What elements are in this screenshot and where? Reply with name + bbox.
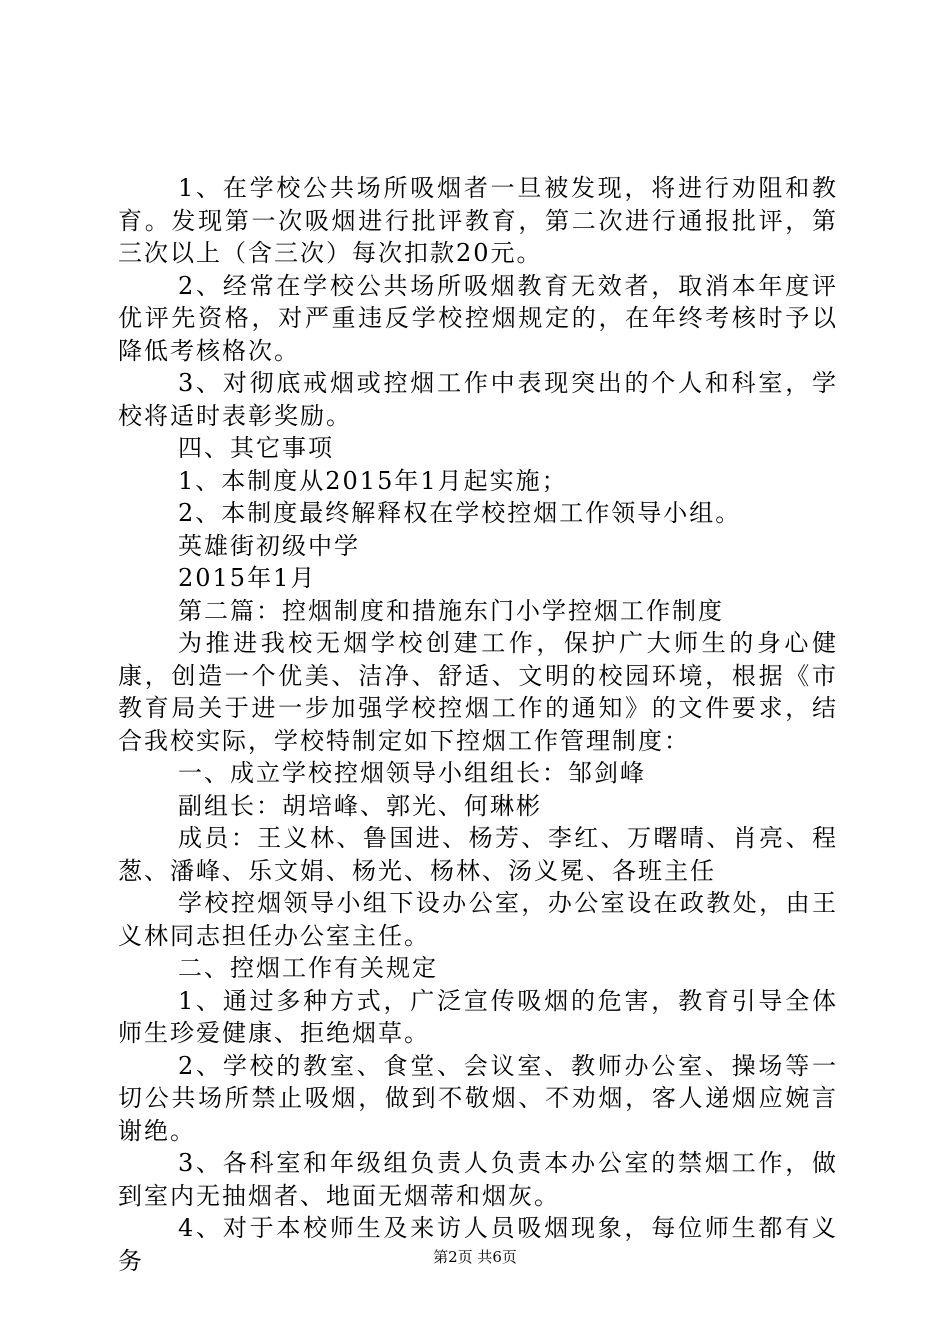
paragraph-rule-1: 1、在学校公共场所吸烟者一旦被发现，将进行劝阻和教育。发现第一次吸烟进行批评教育，第二次进行通报批评，第三次以上（含三次）每次扣款20元。 xyxy=(118,174,838,267)
paragraph-intro: 为推进我校无烟学校创建工作，保护广大师生的身心健康，创造一个优美、洁净、舒适、文明的校园环境，根据《市教育局关于进一步加强学校控烟工作的通知》的文件要求，结合我校实际，学校特制定如下控烟工作管理制度： xyxy=(118,629,838,755)
paragraph-deputy-leaders: 副组长：胡培峰、郭光、何琳彬 xyxy=(178,791,542,820)
section-heading-regulations: 二、控烟工作有关规定 xyxy=(178,954,438,982)
paragraph-members: 成员：王义林、鲁国进、杨芳、李红、万曙晴、肖亮、程葱、潘峰、乐文娟、杨光、杨林、汤义冕、各班主任 xyxy=(118,824,838,885)
signature-date: 2015年1月 xyxy=(178,564,317,592)
paragraph-regulation-2: 2、学校的教室、食堂、会议室、教师办公室、操场等一切公共场所禁止吸烟，做到不敬烟、不劝烟，客人递烟应婉言谢绝。 xyxy=(118,1051,838,1145)
paragraph-rule-3: 3、对彻底戒烟或控烟工作中表现突出的个人和科室，学校将适时表彰奖励。 xyxy=(118,369,838,430)
document-body xyxy=(118,172,838,1277)
paragraph-rule-2: 2、经常在学校公共场所吸烟教育无效者，取消本年度评优评先资格，对严重违反学校控烟规定的，在年终考核时予以降低考核格次。 xyxy=(118,271,838,365)
section-heading-other-matters: 四、其它事项 xyxy=(178,434,334,462)
paragraph-office: 学校控烟领导小组下设办公室，办公室设在政教处，由王义林同志担任办公室主任。 xyxy=(118,889,838,950)
section-heading-leadership-group: 一、成立学校控烟领导小组组长：邹剑峰 xyxy=(178,759,646,787)
signature-school-name: 英雄街初级中学 xyxy=(178,531,360,560)
paragraph-effective-date: 1、本制度从2015年1月起实施； xyxy=(178,466,568,495)
paragraph-regulation-1: 1、通过多种方式，广泛宣传吸烟的危害，教育引导全体师生珍爱健康、拒绝烟草。 xyxy=(118,986,838,1047)
chapter-title: 第二篇：控烟制度和措施东门小学控烟工作制度 xyxy=(178,596,724,625)
page-footer: 第2页 共6页 xyxy=(433,1248,517,1266)
paragraph-interpretation: 2、本制度最终解释权在学校控烟工作领导小组。 xyxy=(178,499,742,527)
paragraph-regulation-3: 3、各科室和年级组负责人负责本办公室的禁烟工作，做到室内无抽烟者、地面无烟蒂和烟灰。 xyxy=(118,1149,838,1210)
paragraph-regulation-4: 4、对于本校师生及来访人员吸烟现象，每位师生都有义务 xyxy=(118,1214,838,1275)
